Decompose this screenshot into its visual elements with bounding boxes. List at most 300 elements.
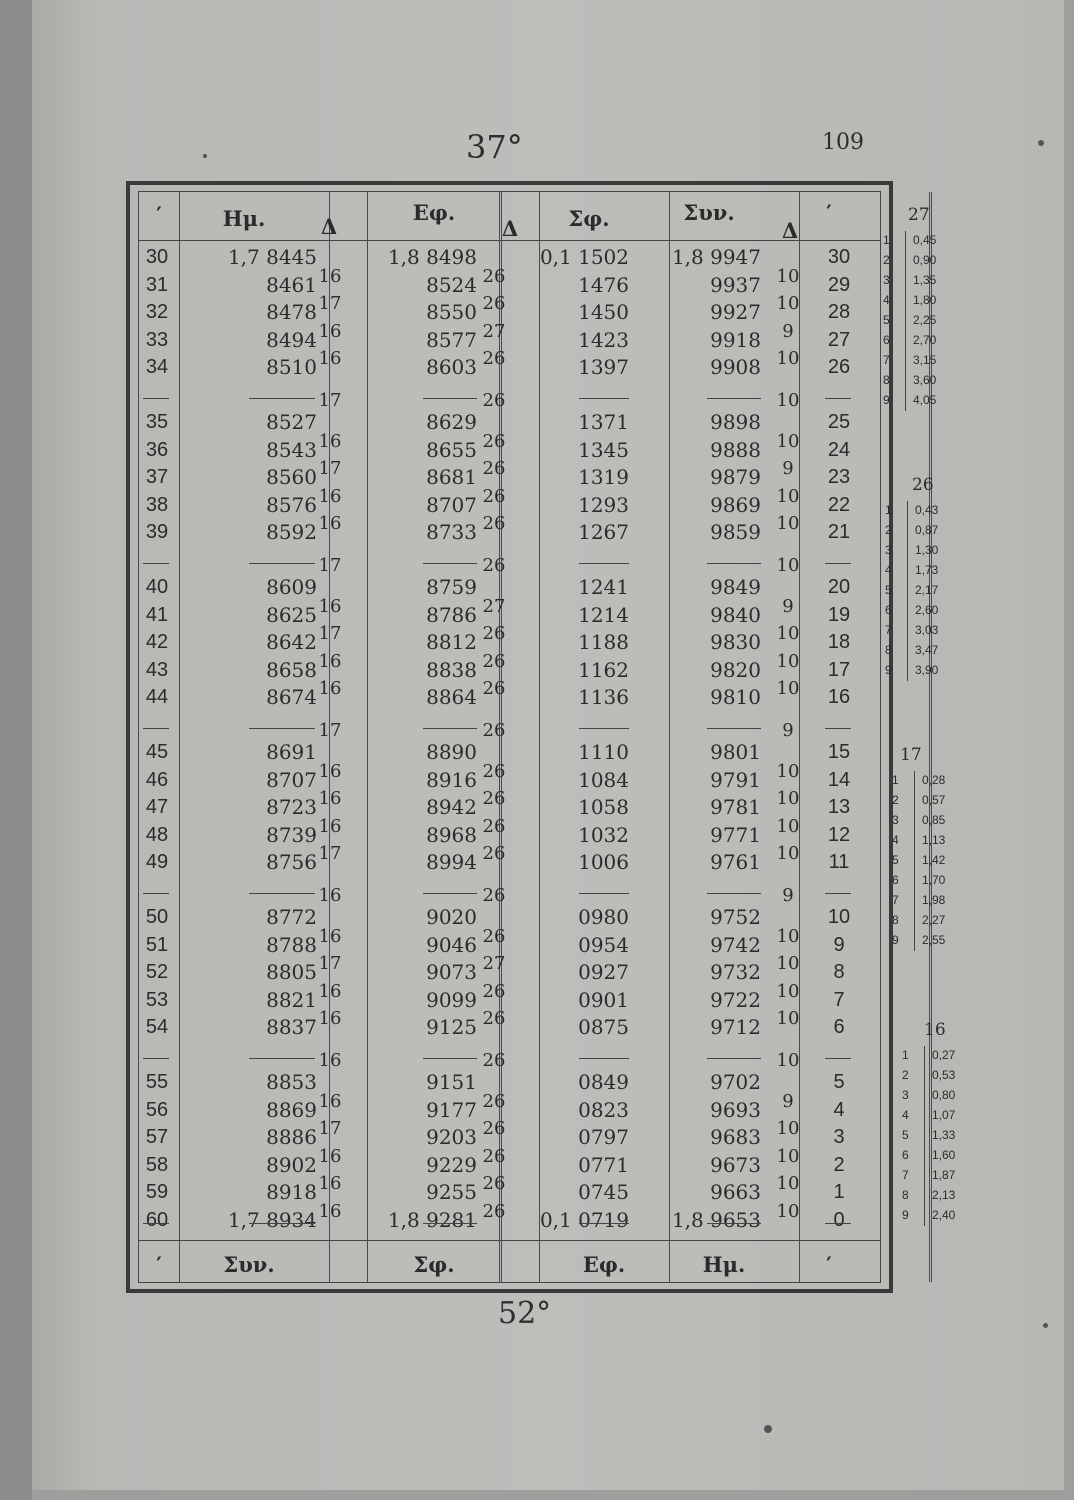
row-hm: 8805: [266, 960, 317, 984]
speck: [764, 1425, 772, 1433]
row-minute-right: 3: [833, 1126, 845, 1148]
row-ef: 8916: [426, 767, 477, 792]
row-syn: 9840: [710, 602, 761, 627]
group-dash: [825, 728, 851, 729]
row-minute: 59: [145, 1181, 169, 1203]
row-minute-right: 11: [828, 851, 850, 873]
delta-hm: 16: [318, 513, 342, 535]
delta-hm: 17: [318, 843, 342, 865]
group-dash: [825, 1058, 851, 1059]
group-dash: [249, 398, 315, 399]
row-minute-right: 17: [827, 658, 851, 681]
delta-syn: 10: [776, 1173, 800, 1195]
row-sf: 0927: [578, 960, 629, 984]
row-sf: 1450: [578, 300, 629, 324]
row-syn: 9927: [710, 300, 761, 324]
row-minute-right: 7: [833, 988, 845, 1011]
pp-rule: [914, 771, 915, 951]
pp-digit: 3: [885, 543, 892, 557]
delta-ef: 26: [482, 788, 506, 810]
delta-ef: 26: [482, 1200, 506, 1222]
delta-syn: 9: [782, 320, 794, 342]
delta-syn: 10: [776, 513, 800, 535]
row-ef: 9073: [426, 960, 477, 984]
row-syn: 9908: [710, 355, 761, 379]
pp-value: 2,13: [932, 1188, 956, 1202]
row-syn: 9683: [710, 1125, 761, 1149]
delta-hm: 17: [318, 554, 342, 576]
delta-syn: 10: [776, 788, 800, 810]
row-minute: 54: [145, 1016, 169, 1038]
row-hm: 8625: [266, 602, 317, 627]
delta-syn: 10: [776, 1145, 800, 1167]
delta-hm: 16: [318, 650, 342, 672]
pp-value: 1,60: [932, 1148, 956, 1162]
pp-digit: 4: [902, 1108, 909, 1122]
row-sf: 0875: [578, 1015, 629, 1039]
row-syn: 9810: [710, 685, 761, 709]
row-minute-right: 26: [827, 356, 851, 378]
delta-ef: 26: [482, 348, 506, 370]
group-dash: [143, 1058, 169, 1059]
row-sf: 1006: [578, 850, 629, 874]
delta-syn: 10: [776, 389, 800, 411]
row-ef: 9151: [426, 1070, 477, 1094]
row-minute: 39: [145, 521, 169, 543]
group-dash: [579, 398, 629, 399]
group-dash: [579, 1058, 629, 1059]
row-ef: 8629: [426, 410, 477, 434]
row-hm: 8837: [266, 1015, 317, 1039]
delta-syn: 9: [782, 884, 794, 906]
pp-value: 1,98: [922, 893, 946, 907]
row-hm: 8886: [266, 1125, 317, 1149]
row-hm: 8723: [266, 795, 317, 819]
row-sf: 1397: [578, 355, 629, 379]
row-ef: 8733: [426, 520, 477, 544]
row-hm: 8902: [266, 1152, 317, 1177]
row-ef: 8577: [426, 327, 477, 352]
delta-syn: 10: [776, 980, 800, 1002]
row-ef: 9099: [426, 987, 477, 1012]
row-sf: 0797: [578, 1125, 629, 1149]
pp-value: 1,07: [932, 1108, 956, 1122]
row-ef: 9229: [426, 1152, 477, 1177]
pp-head: 26: [912, 475, 934, 495]
row-syn: 9859: [710, 520, 761, 544]
row-sf: 1032: [578, 822, 629, 847]
group-dash: [423, 1223, 477, 1224]
row-minute: 53: [145, 988, 169, 1011]
angle-bottom: 52°: [498, 1296, 552, 1331]
row-sf: 1136: [578, 685, 629, 709]
delta-ef: 27: [482, 595, 506, 617]
pp-digit: 5: [892, 853, 899, 867]
delta-ef: 26: [482, 458, 506, 480]
group-dash: [143, 563, 169, 564]
pp-digit: 6: [883, 333, 890, 347]
pp-value: 1,70: [922, 873, 946, 887]
pp-value: 2,25: [913, 313, 937, 327]
row-ef: 8968: [426, 822, 477, 847]
row-minute-right: 29: [827, 273, 851, 296]
row-minute: 41: [145, 603, 169, 626]
delta-syn: 9: [782, 458, 794, 480]
row-minute-right: 30: [827, 246, 851, 268]
row-sf: 0901: [578, 987, 629, 1012]
delta-hm: 16: [318, 678, 342, 700]
header-5: Σφ.: [568, 206, 610, 231]
pp-digit: 8: [902, 1188, 909, 1202]
delta-syn: 9: [782, 595, 794, 617]
group-dash: [423, 1058, 477, 1059]
row-minute: 58: [145, 1153, 169, 1176]
pp-digit: 4: [885, 563, 892, 577]
row-minute-right: 19: [827, 603, 851, 626]
pp-value: 2,40: [932, 1208, 956, 1222]
row-sf: 1162: [578, 657, 629, 682]
pp-value: 0,87: [915, 523, 939, 537]
row-sf: 0771: [578, 1152, 629, 1177]
row-ef: 1,8 9281: [387, 1207, 477, 1232]
row-hm: 8527: [266, 410, 317, 434]
row-minute-right: 25: [827, 411, 851, 433]
delta-hm: 17: [318, 293, 342, 315]
row-syn: 9702: [710, 1070, 761, 1094]
delta-syn: 10: [776, 925, 800, 947]
row-minute-right: 18: [827, 631, 851, 653]
row-minute-right: 27: [827, 328, 851, 351]
row-syn: 9820: [710, 657, 761, 682]
row-syn: 9752: [710, 905, 761, 929]
delta-ef: 26: [482, 430, 506, 452]
row-minute: 32: [145, 301, 169, 323]
row-ef: 9203: [426, 1125, 477, 1149]
row-syn: 9937: [710, 272, 761, 297]
pp-digit: 7: [902, 1168, 909, 1182]
row-minute-right: 0: [833, 1208, 845, 1231]
pp-value: 0,27: [932, 1048, 956, 1062]
delta-hm: 17: [318, 623, 342, 645]
pp-digit: 6: [885, 603, 892, 617]
row-sf: 1267: [578, 520, 629, 544]
pp-digit: 9: [885, 663, 892, 677]
row-minute: 57: [145, 1126, 169, 1148]
row-minute: 50: [145, 906, 169, 928]
row-minute-right: 24: [827, 438, 851, 461]
pp-digit: 9: [892, 933, 899, 947]
row-syn: 9771: [710, 822, 761, 847]
pp-value: 1,73: [915, 563, 939, 577]
row-hm: 8853: [266, 1070, 317, 1094]
pp-digit: 2: [883, 253, 890, 267]
row-minute: 44: [145, 686, 169, 708]
row-minute: 42: [145, 631, 169, 653]
row-hm: 1,7 8934: [227, 1207, 317, 1232]
row-minute: 46: [145, 768, 169, 791]
row-minute-right: 28: [827, 301, 851, 323]
row-sf: 0,1 0719: [539, 1207, 629, 1232]
delta-syn: 10: [776, 815, 800, 837]
row-hm: 8739: [266, 822, 317, 847]
pp-digit: 1: [902, 1048, 909, 1062]
row-syn: 9869: [710, 492, 761, 517]
pp-head: 27: [908, 205, 930, 225]
pp-digit: 7: [885, 623, 892, 637]
row-hm: 8592: [266, 520, 317, 544]
row-hm: 8560: [266, 465, 317, 489]
pp-value: 2,27: [922, 913, 946, 927]
delta-syn: 10: [776, 843, 800, 865]
row-syn: 1,8 9947: [671, 245, 761, 269]
row-minute-right: 10: [827, 906, 851, 928]
pp-value: 1,35: [913, 273, 937, 287]
row-sf: 0980: [578, 905, 629, 929]
group-dash: [825, 563, 851, 564]
pp-value: 4,05: [913, 393, 937, 407]
row-sf: 0823: [578, 1097, 629, 1122]
pp-value: 1,42: [922, 853, 946, 867]
pp-digit: 5: [902, 1128, 909, 1142]
group-dash: [707, 1058, 761, 1059]
pp-value: 0,53: [932, 1068, 956, 1082]
row-hm: 8543: [266, 437, 317, 462]
delta-syn: 10: [776, 623, 800, 645]
delta-ef: 26: [482, 623, 506, 645]
group-dash: [249, 1058, 315, 1059]
group-dash: [579, 563, 629, 564]
row-ef: 8838: [426, 657, 477, 682]
row-minute: 49: [145, 851, 169, 873]
delta-ef: 27: [482, 953, 506, 975]
header-8: ′: [826, 200, 832, 225]
row-minute: 60: [145, 1208, 169, 1231]
footer-5: ′: [826, 1252, 832, 1277]
angle-top: 37°: [466, 128, 523, 166]
delta-hm: 17: [318, 953, 342, 975]
delta-ef: 26: [482, 1145, 506, 1167]
delta-hm: 16: [318, 430, 342, 452]
pp-digit: 7: [892, 893, 899, 907]
delta-hm: 16: [318, 1200, 342, 1222]
group-dash: [249, 893, 315, 894]
row-syn: 9722: [710, 987, 761, 1012]
delta-hm: 17: [318, 1118, 342, 1140]
row-syn: 9801: [710, 740, 761, 764]
header-6: Συν.: [683, 200, 735, 225]
row-hm: 8576: [266, 492, 317, 517]
pp-value: 0,85: [922, 813, 946, 827]
row-sf: 1345: [578, 437, 629, 462]
row-hm: 8510: [266, 355, 317, 379]
delta-hm: 16: [318, 980, 342, 1002]
row-ef: 8864: [426, 685, 477, 709]
row-ef: 8786: [426, 602, 477, 627]
row-minute: 40: [145, 576, 169, 598]
delta-ef: 26: [482, 513, 506, 535]
pp-digit: 8: [883, 373, 890, 387]
pp-value: 0,90: [913, 253, 937, 267]
header-3: Εφ.: [412, 200, 456, 225]
row-minute-right: 21: [827, 521, 851, 543]
row-hm: 8642: [266, 630, 317, 654]
group-dash: [423, 563, 477, 564]
delta-syn: 9: [782, 1090, 794, 1112]
row-ef: 8812: [426, 630, 477, 654]
footer-2: Σφ.: [413, 1252, 455, 1277]
row-minute: 47: [145, 796, 169, 818]
delta-ef: 26: [482, 1173, 506, 1195]
row-syn: 1,8 9653: [671, 1207, 761, 1232]
delta-ef: 26: [482, 1118, 506, 1140]
delta-ef: 26: [482, 650, 506, 672]
group-dash: [825, 398, 851, 399]
row-sf: 1293: [578, 492, 629, 517]
delta-ef: 26: [482, 1049, 506, 1071]
delta-ef: 26: [482, 843, 506, 865]
delta-ef: 26: [482, 719, 506, 741]
delta-ef: 26: [482, 1090, 506, 1112]
speck: [1043, 1323, 1048, 1328]
delta-syn: 10: [776, 953, 800, 975]
header-7: Δ: [781, 218, 799, 243]
delta-hm: 16: [318, 1090, 342, 1112]
group-dash: [143, 893, 169, 894]
row-syn: 9781: [710, 795, 761, 819]
pp-value: 1,80: [913, 293, 937, 307]
row-minute: 33: [145, 328, 169, 351]
row-ef: 8524: [426, 272, 477, 297]
pp-digit: 5: [883, 313, 890, 327]
row-minute: 34: [145, 356, 169, 378]
row-minute: 55: [145, 1071, 169, 1093]
group-dash: [707, 1223, 761, 1224]
pp-value: 3,15: [913, 353, 937, 367]
row-ef: 9255: [426, 1180, 477, 1204]
row-ef: 9046: [426, 932, 477, 957]
group-dash: [423, 398, 477, 399]
pp-head: 16: [924, 1020, 946, 1040]
row-minute-right: 1: [833, 1181, 845, 1203]
group-dash: [249, 728, 315, 729]
delta-syn: 10: [776, 650, 800, 672]
delta-hm: 16: [318, 1173, 342, 1195]
row-hm: 8478: [266, 300, 317, 324]
pp-value: 1,87: [932, 1168, 956, 1182]
group-dash: [825, 893, 851, 894]
delta-ef: 26: [482, 884, 506, 906]
group-dash: [579, 1223, 629, 1224]
row-hm: 8772: [266, 905, 317, 929]
group-dash: [579, 893, 629, 894]
footer-0: ′: [156, 1252, 162, 1277]
delta-hm: 16: [318, 348, 342, 370]
delta-syn: 10: [776, 348, 800, 370]
row-minute-right: 2: [833, 1153, 845, 1176]
row-minute: 56: [145, 1098, 169, 1121]
row-syn: 9888: [710, 437, 761, 462]
pp-value: 2,17: [915, 583, 939, 597]
pp-value: 0,45: [913, 233, 937, 247]
row-ef: 8890: [426, 740, 477, 764]
row-syn: 9918: [710, 327, 761, 352]
pp-digit: 3: [883, 273, 890, 287]
group-dash: [707, 893, 761, 894]
row-ef: 8759: [426, 575, 477, 599]
row-syn: 9849: [710, 575, 761, 599]
row-ef: 8603: [426, 355, 477, 379]
row-ef: 8942: [426, 795, 477, 819]
row-sf: 1423: [578, 327, 629, 352]
delta-hm: 16: [318, 595, 342, 617]
pp-digit: 1: [885, 503, 892, 517]
delta-ef: 26: [482, 485, 506, 507]
pp-value: 3,90: [915, 663, 939, 677]
pp-digit: 9: [883, 393, 890, 407]
delta-syn: 10: [776, 1200, 800, 1222]
row-minute-right: 8: [833, 961, 845, 983]
row-hm: 1,7 8445: [227, 245, 317, 269]
delta-syn: 10: [776, 1118, 800, 1140]
row-minute-right: 9: [833, 933, 845, 956]
pp-digit: 4: [883, 293, 890, 307]
delta-syn: 10: [776, 678, 800, 700]
group-dash: [825, 1223, 851, 1224]
pp-digit: 8: [885, 643, 892, 657]
row-hm: 8461: [266, 272, 317, 297]
row-syn: 9879: [710, 465, 761, 489]
delta-syn: 10: [776, 1008, 800, 1030]
row-hm: 8494: [266, 327, 317, 352]
delta-hm: 16: [318, 1145, 342, 1167]
delta-syn: 10: [776, 293, 800, 315]
pp-digit: 2: [892, 793, 899, 807]
speck: [203, 154, 207, 158]
row-minute-right: 6: [833, 1016, 845, 1038]
delta-hm: 16: [318, 925, 342, 947]
row-hm: 8756: [266, 850, 317, 874]
group-dash: [143, 728, 169, 729]
row-ef: 9020: [426, 905, 477, 929]
delta-hm: 17: [318, 719, 342, 741]
header-4: Δ: [501, 216, 519, 241]
pp-digit: 3: [902, 1088, 909, 1102]
delta-hm: 17: [318, 458, 342, 480]
row-minute-right: 22: [827, 493, 851, 516]
row-hm: 8674: [266, 685, 317, 709]
delta-ef: 27: [482, 320, 506, 342]
row-syn: 9663: [710, 1180, 761, 1204]
delta-hm: 16: [318, 884, 342, 906]
footer-4: Ημ.: [702, 1252, 746, 1277]
footer-1: Συν.: [223, 1252, 275, 1277]
row-ef: 9125: [426, 1015, 477, 1039]
delta-ef: 26: [482, 389, 506, 411]
row-sf: 1188: [578, 630, 629, 654]
delta-hm: 16: [318, 788, 342, 810]
pp-value: 0,28: [922, 773, 946, 787]
delta-hm: 16: [318, 265, 342, 287]
row-ef: 8681: [426, 465, 477, 489]
delta-ef: 26: [482, 554, 506, 576]
row-minute-right: 5: [833, 1071, 845, 1093]
pp-digit: 3: [892, 813, 899, 827]
pp-value: 3,47: [915, 643, 939, 657]
pp-rule: [905, 231, 906, 411]
group-dash: [249, 563, 315, 564]
row-minute-right: 12: [827, 823, 851, 846]
delta-hm: 16: [318, 485, 342, 507]
